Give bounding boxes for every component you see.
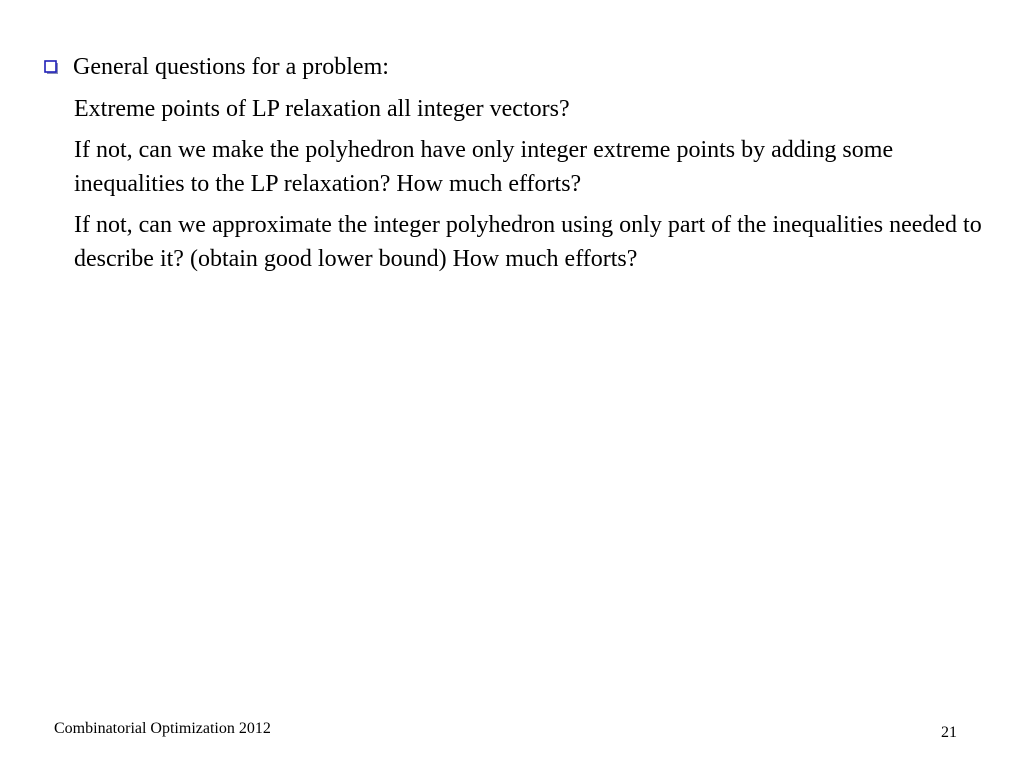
slide-content [44,50,994,276]
checkbox-square-icon [44,60,59,75]
paragraph-approximate-polyhedron: If not, can we approximate the integer polyhedron using only part of the inequalities needed to describe it? (obtain good lower bound) How much efforts? [74,212,982,272]
bullet-item [44,50,994,86]
paragraph-integer-extreme-points: If not, can we make the polyhedron have only integer extreme points by adding some inequalities to the LP relaxation? How much efforts? [74,137,894,197]
footer-course-title: Combinatorial Optimization 2012 [54,720,271,737]
footer-page-number: 21 [941,724,957,741]
paragraph-extreme-points: Extreme points of LP relaxation all integer vectors? [74,96,570,122]
bullet-text: General questions for a problem: [73,54,389,80]
